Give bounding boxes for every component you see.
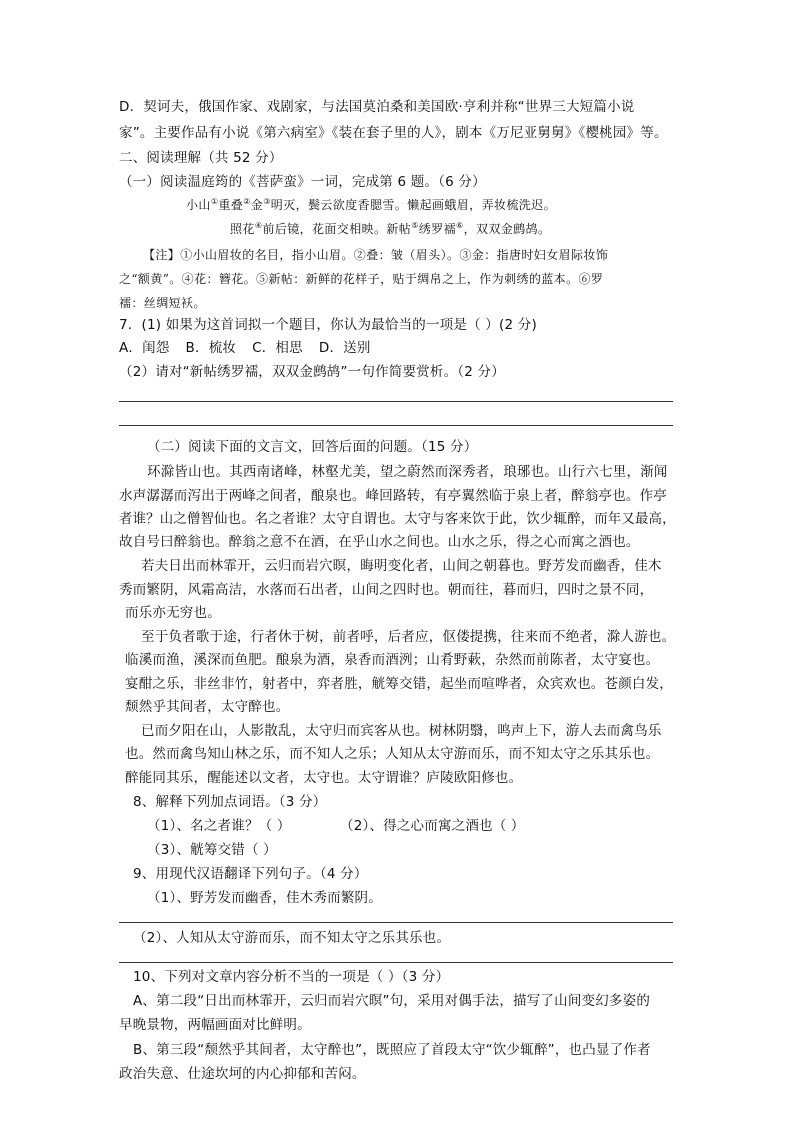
sub2-heading: （二）阅读下面的文言文，回答后面的问题。（15 分） [147, 439, 478, 455]
option-d-line1: D．契诃夫，俄国作家、戏剧家，与法国莫泊桑和美国欧·亨利并称“世界三大短篇小说 [119, 99, 635, 115]
note-marker: ⑤ [411, 221, 419, 230]
note-line3: 襦：丝绸短袄。 [119, 296, 206, 310]
question-9: 9、用现代汉语翻译下列句子。（4 分） [133, 866, 368, 882]
option-c[interactable]: C．相思 [252, 340, 303, 356]
passage-line: 故自号曰醉翁也。醉翁之意不在酒，在乎山水之间也。山水之乐，得之心而寓之酒也。 [119, 534, 640, 550]
poem-line2 [230, 219, 550, 239]
question-10: 10、下列对文章内容分析不当的一项是（ ）（3 分） [133, 969, 450, 985]
passage-line: 醉能同其乐，醒能述以文者，太守也。太守谓谁？庐陵欧阳修也。 [125, 770, 523, 786]
passage-line: 宴酣之乐，非丝非竹，射者中，弈者胜，觥筹交错，起坐而喧哗者，众宾欢也。苍颜白发， [125, 676, 673, 692]
question-7-options [119, 338, 371, 358]
question-10-option-b-line1: B、第三段“颓然乎其间者，太守醉也”，既照应了首段太守“饮少辄醉”，也凸显了作者 [133, 1042, 651, 1058]
question-10-option-a-line2: 早晚景物，两幅画面对比鲜明。 [119, 1017, 311, 1033]
poem-text: 金 [250, 198, 264, 212]
section-heading: 二、阅读理解（共 52 分） [119, 150, 283, 166]
answer-line[interactable] [119, 922, 673, 923]
note-marker: ③ [263, 197, 271, 206]
poem-text: 前后镜，花面交相映。新帖 [262, 222, 412, 236]
question-7-part1: 7．(1) 如果为这首词拟一个题目，你认为最恰当的一项是（ ）(2 分) [119, 317, 537, 333]
question-8-item1: （1）、名之者谁？（ ） [147, 818, 291, 834]
poem-line1 [186, 195, 556, 215]
note-marker: ② [243, 197, 251, 206]
option-a[interactable]: A．闺怨 [119, 340, 170, 356]
note-marker: ⑥ [455, 221, 464, 230]
question-8: 8、解释下列加点词语。（3 分） [133, 794, 327, 810]
question-9-item1: （1）、野芳发而幽香，佳木秀而繁阴。 [147, 890, 382, 906]
answer-line[interactable] [119, 962, 673, 963]
poem-text: 重叠 [218, 198, 244, 212]
poem-text: 小山 [186, 198, 211, 212]
passage-line: 至于负者歌于途，行者休于树，前者呼，后者应，伛偻提携，往来而不绝者，滁人游也。 [141, 629, 676, 645]
question-10-option-b-line2: 政治失意、仕途坎坷的内心抑郁和苦闷。 [119, 1066, 366, 1082]
poem-text: 绣罗襦 [418, 222, 456, 236]
option-d[interactable]: D．送别 [318, 340, 371, 356]
sub1-heading: （一）阅读温庭筠的《菩萨蛮》一词，完成第 6 题。（6 分） [119, 174, 486, 190]
option-b[interactable]: B．梳妆 [185, 340, 237, 356]
poem-text: 明灭，鬓云欲度香腮雪。懒起画蛾眉，弄妆梳洗迟。 [270, 198, 556, 212]
poem-text: ，双双金鹧鸪。 [463, 222, 551, 236]
note-marker: ① [210, 197, 219, 206]
answer-line[interactable] [119, 401, 673, 402]
passage-line: 而乐亦无穷也。 [125, 605, 221, 621]
question-9-item2: （2）、人知从太守游而乐，而不知太守之乐其乐也。 [133, 930, 451, 946]
note-line1: 【注】①小山眉妆的名目，指小山眉。②叠：皱（眉头）。③金：指唐时妇女眉际妆饰 [143, 248, 609, 262]
passage-line: 已而夕阳在山，人影散乱，太守归而宾客从也。树林阴翳，鸣声上下，游人去而禽鸟乐 [141, 723, 662, 739]
option-d-line2: 家”。主要作品有小说《第六病室》《装在套子里的人》，剧本《万尼亚舅舅》《樱桃园》等。 [119, 125, 668, 141]
question-8-item3: （3）、觥筹交错（ ） [147, 842, 277, 858]
passage-line: 若夫日出而林霏开，云归而岩穴暝，晦明变化者，山间之朝暮也。野芳发而幽香，佳木 [141, 558, 662, 574]
passage-line: 临溪而渔，溪深而鱼肥。酿泉为酒，泉香而酒洌；山肴野蔌，杂然而前陈者，太守宴也。 [125, 652, 660, 668]
question-7-part2: （2）请对“新帖绣罗襦，双双金鹧鸪”一句作简要赏析。（2 分） [119, 364, 505, 380]
passage-line: 水声潺潺而泻出于两峰之间者，酿泉也。峰回路转，有亭翼然临于泉上者，醉翁亭也。作亭 [119, 488, 667, 504]
question-10-option-a-line1: A、第二段“日出而林霏开，云归而岩穴暝”句，采用对偶手法，描写了山间变幻多姿的 [133, 993, 651, 1009]
question-8-item2: （2）、得之心而寓之酒也（ ） [340, 818, 525, 834]
note-line2: 之“额黄”。④花：簪花。⑤新帖：新鲜的花样子，贴于绸帛之上，作为刺绣的蓝本。⑥罗 [119, 272, 604, 286]
answer-line[interactable] [119, 425, 673, 426]
passage-line: 者谁？山之僧智仙也。名之者谁？太守自谓也。太守与客来饮于此，饮少辄醉，而年又最高， [119, 511, 676, 527]
passage-line: 秀而繁阴，风霜高洁，水落而石出者，山间之四时也。朝而往，暮而归，四时之景不同， [119, 582, 654, 598]
passage-line: 环滁皆山也。其西南诸峰，林壑尤美，望之蔚然而深秀者，琅琊也。山行六七里，渐闻 [147, 464, 668, 480]
passage-line: 颓然乎其间者，太守醉也。 [125, 699, 290, 715]
passage-line: 也。然而禽鸟知山林之乐，而不知人之乐；人知从太守游而乐，而不知太守之乐其乐也。 [125, 746, 660, 762]
note-marker: ④ [254, 221, 263, 230]
poem-text: 照花 [230, 222, 255, 236]
